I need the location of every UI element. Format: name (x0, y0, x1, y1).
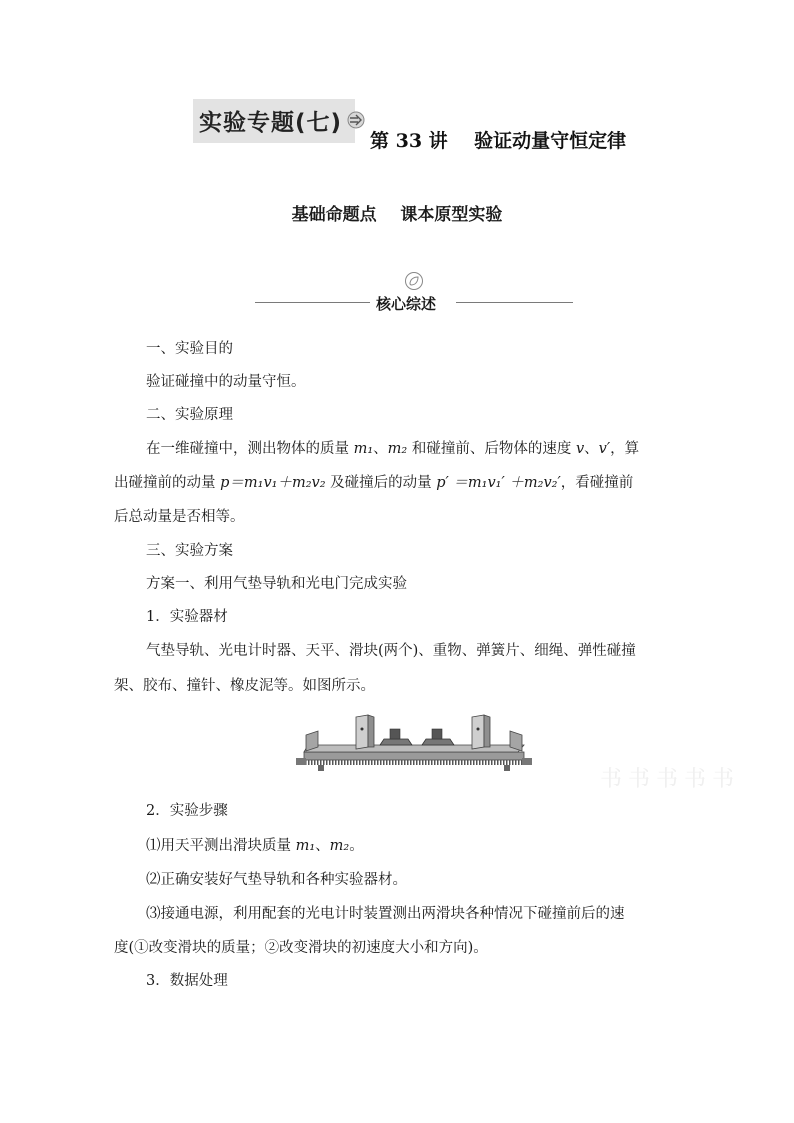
subheading-steps: 2．实验步骤 (146, 803, 228, 819)
text: 在一维碰撞中，测出物体的质量 (146, 441, 354, 457)
mass-m1: m₁ (295, 838, 316, 854)
principle-line-3: 后总动量是否相等。 (114, 509, 245, 525)
velocity-v-prime: v′ (598, 441, 611, 457)
mass-m2: m₂ (387, 441, 408, 457)
leaf-badge-icon (404, 271, 424, 291)
lecture-title: 第 33 讲 验证动量守恒定律 (370, 130, 627, 152)
arrow-icon (345, 110, 367, 130)
air-track-apparatus-figure (296, 713, 532, 775)
scheme-one: 方案一、利用气垫导轨和光电门完成实验 (146, 576, 407, 592)
text: 、 (584, 441, 599, 457)
topic-tag-label: 实验专题(七) (199, 110, 343, 136)
purpose-text: 验证碰撞中的动量守恒。 (146, 374, 306, 390)
step-3-line-1: ⑶接通电源，利用配套的光电计时装置测出两滑块各种情况下碰撞前后的速 (146, 906, 625, 922)
mass-m1: m₁ (353, 441, 374, 457)
formula-after: p′ ＝m₁v₁′ ＋m₂v₂′ (436, 475, 561, 491)
subheading-data-processing: 3．数据处理 (146, 973, 228, 989)
step-1 (146, 836, 364, 856)
text: 、 (315, 838, 330, 854)
principle-line-2 (114, 473, 633, 493)
heading-scheme: 三、实验方案 (146, 543, 233, 559)
text: ，算 (610, 441, 640, 457)
text: 和碰撞前、后物体的速度 (407, 441, 576, 457)
equipment-line-1: 气垫导轨、光电计时器、天平、滑块(两个)、重物、弹簧片、细绳、弹性碰撞 (146, 643, 636, 659)
step-3-line-2: 度(①改变滑块的质量；②改变滑块的初速度大小和方向)。 (114, 940, 488, 956)
text: 及碰撞后的动量 (325, 475, 437, 491)
core-summary-label: 核心综述 (376, 295, 437, 313)
text: 。 (349, 838, 364, 854)
watermark: 书书书书书 (600, 767, 741, 792)
mass-m2: m₂ (329, 838, 350, 854)
section-title: 基础命题点 课本原型实验 (291, 205, 503, 225)
equipment-line-2: 架、胶布、撞针、橡皮泥等。如图所示。 (114, 678, 375, 694)
subheading-equipment: 1．实验器材 (146, 609, 228, 625)
text: 、 (373, 441, 388, 457)
heading-principle: 二、实验原理 (146, 407, 233, 423)
text: ⑴用天平测出滑块质量 (146, 838, 296, 854)
divider-right (456, 302, 573, 303)
formula-before: p＝m₁v₁＋m₂v₂ (220, 475, 326, 491)
step-2: ⑵正确安装好气垫导轨和各种实验器材。 (146, 872, 407, 888)
divider-left (255, 302, 370, 303)
text: ，看碰撞前 (560, 475, 634, 491)
principle-line-1 (146, 439, 639, 459)
velocity-v: v (575, 441, 585, 457)
heading-purpose: 一、实验目的 (146, 341, 233, 357)
text: 出碰撞前的动量 (114, 475, 221, 491)
